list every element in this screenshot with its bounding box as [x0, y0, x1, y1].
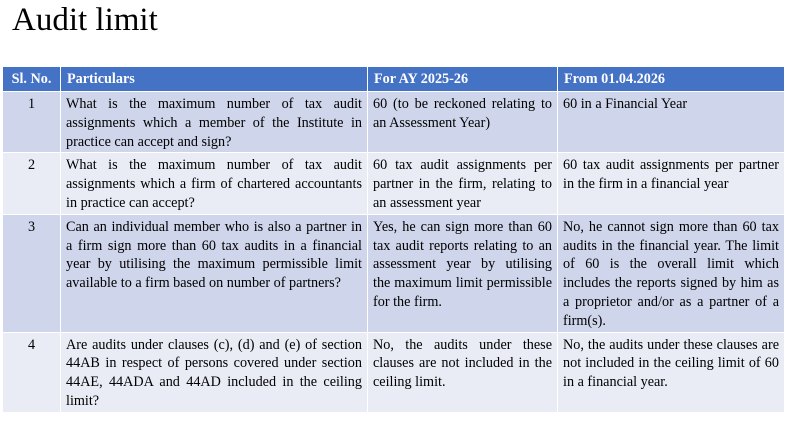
- cell-particulars: Can an individual member who is also a partner in a firm sign more than 60 tax audits in a financial year by utilising the maximum permissible limit available to a firm based on number of partners?: [61, 214, 368, 332]
- cell-sl-no: 3: [3, 214, 61, 332]
- cell-from: No, the audits under these clauses are not included in the ceiling limit of 60 in a financial year.: [558, 332, 785, 412]
- cell-particulars: What is the maximum number of tax audit assignments which a firm of chartered accountants in practice can accept?: [61, 153, 368, 214]
- cell-ay: Yes, he can sign more than 60 tax audit reports relating to an assessment year by utilising the maximum limit permissible for the firm.: [368, 214, 558, 332]
- table-row: [3, 153, 785, 214]
- cell-sl-no: 4: [3, 332, 61, 412]
- header-sl-no: Sl. No.: [3, 67, 61, 92]
- table-row: [3, 214, 785, 332]
- cell-sl-no: 2: [3, 153, 61, 214]
- cell-from: 60 in a Financial Year: [558, 92, 785, 153]
- cell-ay: 60 tax audit assignments per partner in the firm, relating to an assessment year: [368, 153, 558, 214]
- table-header-row: [3, 67, 785, 92]
- cell-particulars: Are audits under clauses (c), (d) and (e) of section 44AB in respect of persons covered under section 44AE, 44ADA and 44AD included in the ceiling limit?: [61, 332, 368, 412]
- table-row: [3, 332, 785, 412]
- cell-from: 60 tax audit assignments per partner in the firm in a financial year: [558, 153, 785, 214]
- header-ay-2025-26: For AY 2025-26: [368, 67, 558, 92]
- audit-limit-table: [2, 66, 785, 413]
- page-title: Audit limit: [12, 2, 158, 38]
- cell-sl-no: 1: [3, 92, 61, 153]
- cell-particulars: What is the maximum number of tax audit assignments which a member of the Institute in practice can accept and sign?: [61, 92, 368, 153]
- cell-from: No, he cannot sign more than 60 tax audits in the financial year. The limit of 60 is the overall limit which includes the reports signed by him as a proprietor and/or as a partner of a firm(s).: [558, 214, 785, 332]
- cell-ay: 60 (to be reckoned relating to an Assessment Year): [368, 92, 558, 153]
- table-row: [3, 92, 785, 153]
- header-from-2026: From 01.04.2026: [558, 67, 785, 92]
- header-particulars: Particulars: [61, 67, 368, 92]
- cell-ay: No, the audits under these clauses are not included in the ceiling limit.: [368, 332, 558, 412]
